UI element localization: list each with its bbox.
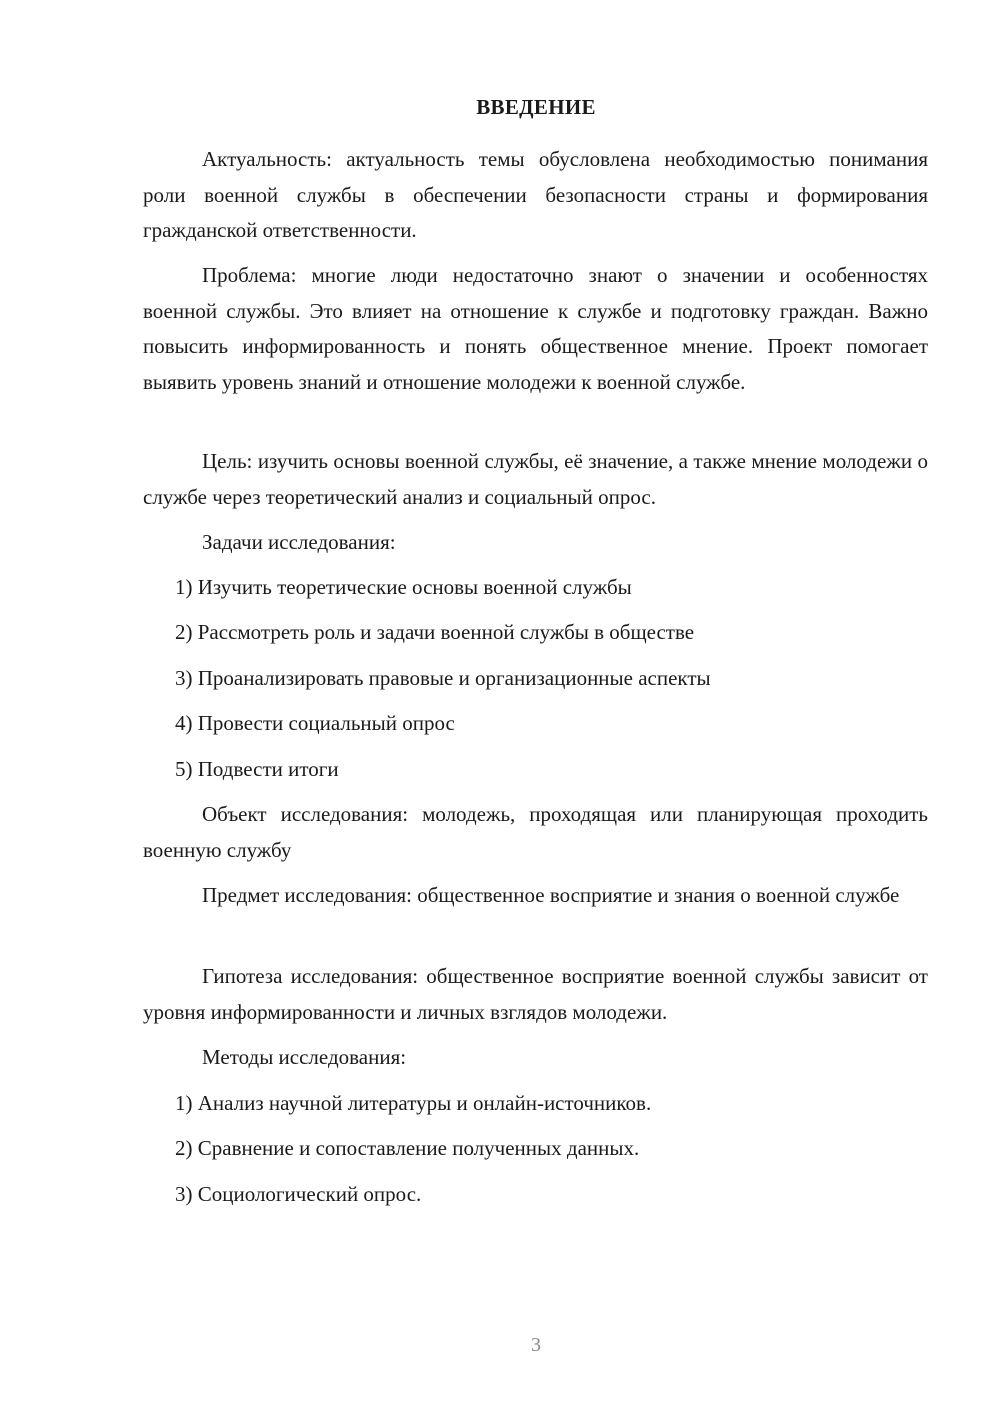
object-paragraph: Объект исследования: молодежь, проходящая или планирующая проходить военную службу [143, 802, 928, 862]
tasks-heading: Задачи исследования: [202, 530, 396, 554]
task-item: 3) Проанализировать правовые и организационные аспекты [175, 666, 711, 690]
method-item: 1) Анализ научной литературы и онлайн-источников. [175, 1091, 652, 1115]
problem-paragraph: Проблема: многие люди недостаточно знают о значении и особенностях военной службы. Это влияет на отношение к службе и подготовку граждан. Важно повысить информированность и понять общественное мнение. Проект помогает выявить уровень знаний и отношение молодежи к военной службе. [143, 263, 928, 394]
task-item: 2) Рассмотреть роль и задачи военной службы в обществе [175, 620, 695, 644]
methods-heading: Методы исследования: [202, 1045, 407, 1069]
relevance-paragraph: Актуальность: актуальность темы обусловлена необходимостью понимания роли военной службы в обеспечении безопасности страны и формирования гражданской ответственности. [143, 147, 928, 242]
page-title: ВВЕДЕНИЕ [476, 95, 596, 119]
task-item: 5) Подвести итоги [175, 757, 339, 781]
page-number: 3 [531, 1334, 541, 1356]
goal-paragraph: Цель: изучить основы военной службы, её значение, а также мнение молодежи о службе через теоретический анализ и социальный опрос. [143, 449, 928, 509]
method-item: 3) Социологический опрос. [175, 1182, 422, 1206]
subject-paragraph: Предмет исследования: общественное восприятие и знания о военной службе [202, 883, 900, 907]
hypothesis-paragraph: Гипотеза исследования: общественное восприятие военной службы зависит от уровня информированности и личных взглядов молодежи. [143, 964, 928, 1024]
task-item: 1) Изучить теоретические основы военной службы [175, 575, 632, 599]
method-item: 2) Сравнение и сопоставление полученных данных. [175, 1136, 640, 1160]
task-item: 4) Провести социальный опрос [175, 711, 455, 735]
